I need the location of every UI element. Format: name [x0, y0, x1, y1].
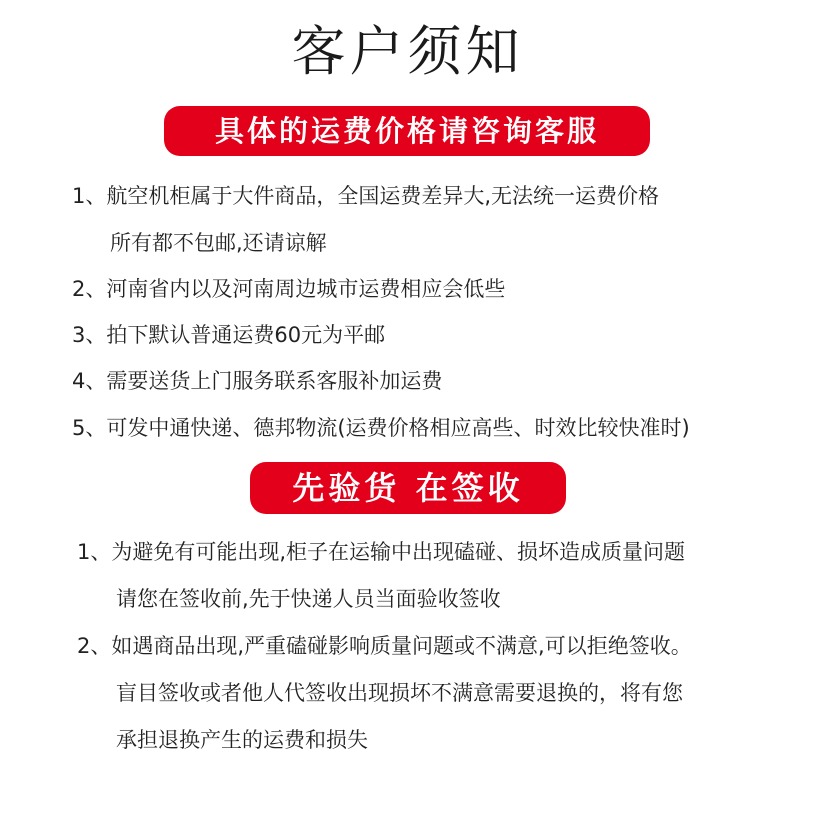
shipping-note-4: 4、需要送货上门服务联系客服补加运费 [72, 369, 443, 393]
inspection-note-1: 1、为避免有可能出现,柜子在运输中出现磕碰、损坏造成质量问题 [77, 540, 686, 564]
inspection-note-2-end: 承担退换产生的运费和损失 [116, 728, 368, 752]
shipping-price-banner: 具体的运费价格请咨询客服 [164, 106, 650, 156]
page-title: 客户须知 [291, 20, 524, 83]
inspection-note-1-continued: 请您在签收前,先于快递人员当面验收签收 [116, 587, 501, 611]
shipping-note-1-continued: 所有都不包邮,还请谅解 [110, 231, 327, 255]
shipping-note-1: 1、航空机柜属于大件商品，全国运费差异大,无法统一运费价格 [72, 184, 660, 208]
shipping-note-3: 3、拍下默认普通运费60元为平邮 [72, 323, 386, 347]
inspection-note-2-continued: 盲目签收或者他人代签收出现损坏不满意需要退换的，将有您 [116, 681, 683, 705]
shipping-note-5: 5、可发中通快递、德邦物流(运费价格相应高些、时效比较快准时) [72, 416, 690, 440]
inspect-before-signing-banner: 先验货 在签收 [250, 462, 566, 514]
shipping-note-2: 2、河南省内以及河南周边城市运费相应会低些 [72, 277, 506, 301]
inspection-note-2: 2、如遇商品出现,严重磕碰影响质量问题或不满意,可以拒绝签收。 [77, 634, 692, 658]
